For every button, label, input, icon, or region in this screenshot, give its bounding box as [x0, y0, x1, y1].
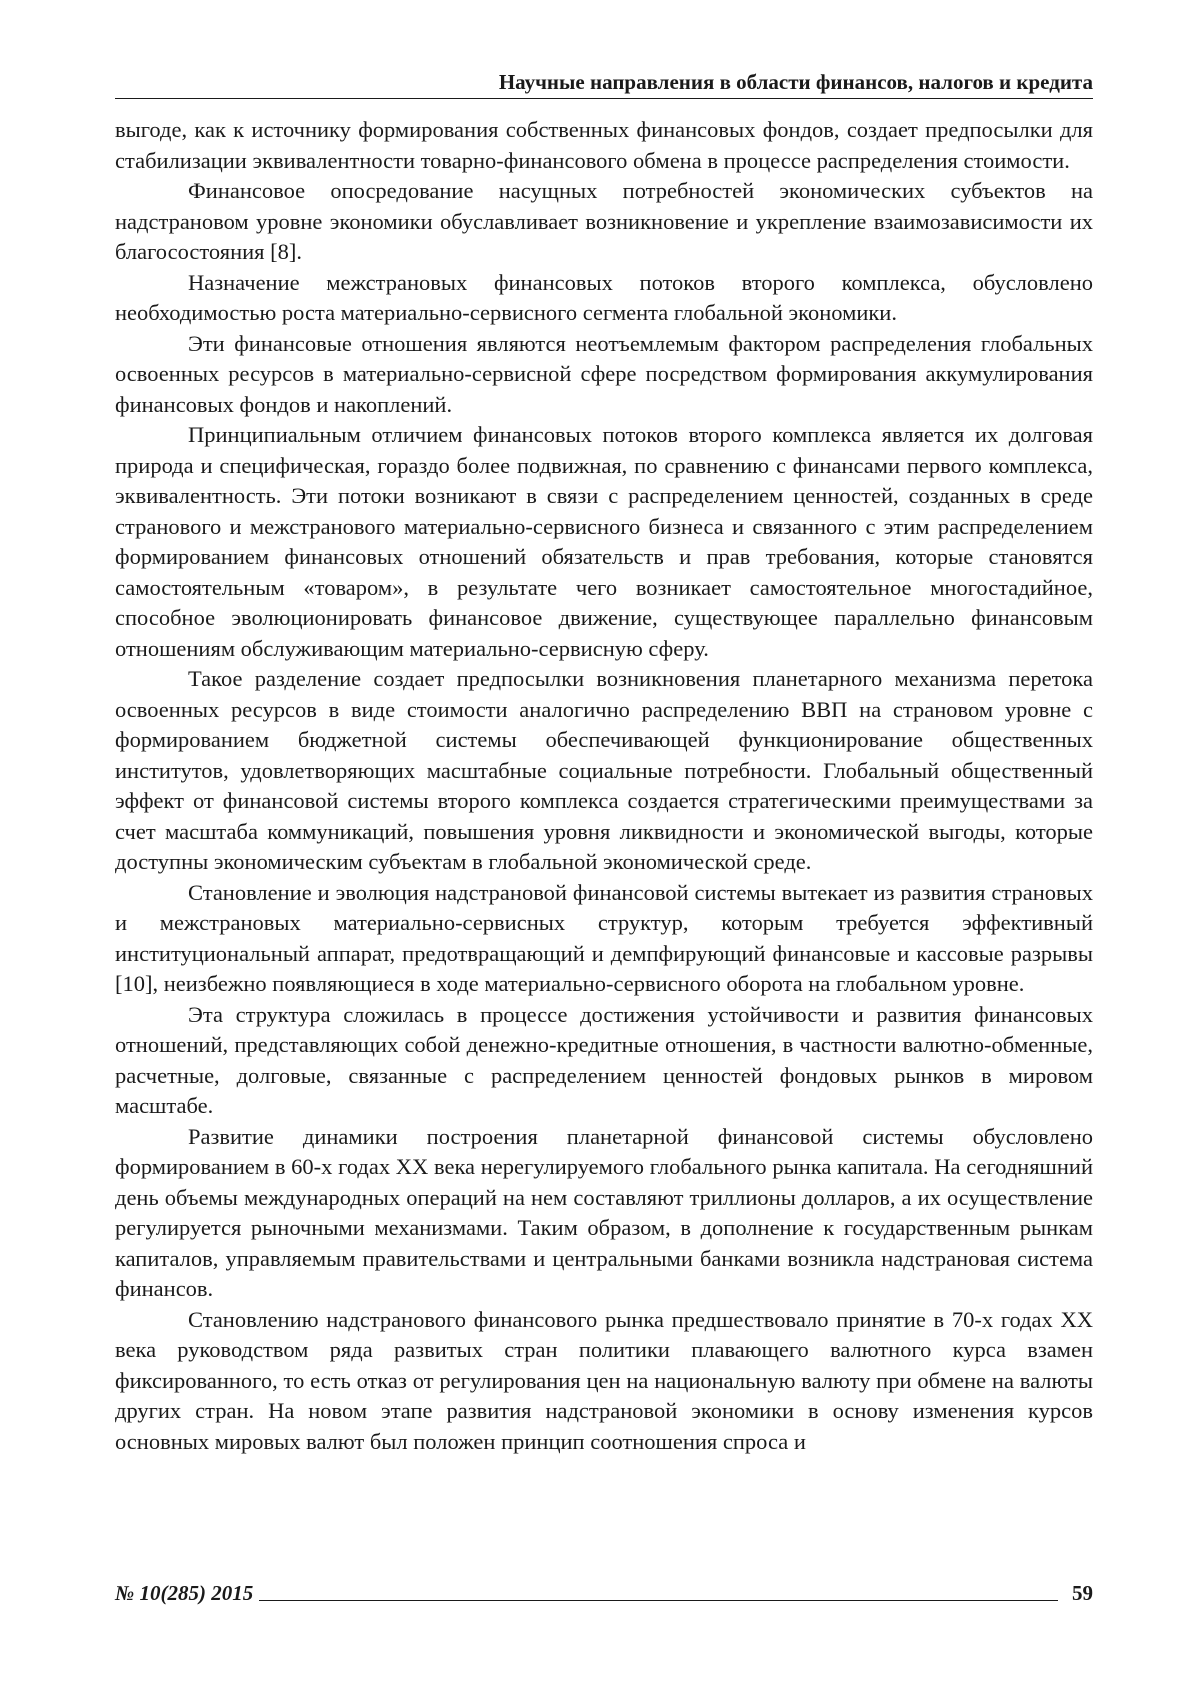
footer-divider — [259, 1600, 1058, 1601]
paragraph: выгоде, как к источнику формирования собственных финансовых фондов, создает предпосылки для стабилизации эквивалентности товарно-финансового обмена в процессе распределения стоимости. — [115, 115, 1093, 176]
paragraph: Назначение межстрановых финансовых потоков второго комплекса, обусловлено необходимостью роста материально-сервисного сегмента глобальной экономики. — [115, 268, 1093, 329]
paragraph: Финансовое опосредование насущных потребностей экономических субъектов на надстрановом уровне экономики обуславливает возникновение и укрепление взаимозависимости их благосостояния [8]. — [115, 176, 1093, 268]
paragraph: Эта структура сложилась в процессе достижения устойчивости и развития финансовых отношений, представляющих собой денежно-кредитные отношения, в частности валютно-обменные, расчетные, долговые, связанные с распределением ценностей фондовых рынков в мировом масштабе. — [115, 1000, 1093, 1122]
article-body — [115, 115, 1093, 1457]
page-number: 59 — [1072, 1581, 1093, 1606]
paragraph: Эти финансовые отношения являются неотъемлемым фактором распределения глобальных освоенных ресурсов в материально-сервисной сфере посредством формирования аккумулирования финансовых фондов и накоплений. — [115, 329, 1093, 421]
running-footer — [115, 1578, 1093, 1606]
journal-section-title: Научные направления в области финансов, налогов и кредита — [499, 70, 1093, 95]
paragraph: Становлению надстранового финансового рынка предшествовало принятие в 70-х годах XX века руководством ряда развитых стран политики плавающего валютного курса взамен фиксированного, то есть отказ от регулирования цен на национальную валюту при обмене на валюты других стран. На новом этапе развития надстрановой экономики в основу изменения курсов основных мировых валют был положен принцип соотношения спроса и — [115, 1305, 1093, 1458]
running-header — [115, 70, 1093, 99]
paragraph: Принципиальным отличием финансовых потоков второго комплекса является их долговая природа и специфическая, гораздо более подвижная, по сравнению с финансами первого комплекса, эквивалентность. Эти потоки возникают в связи с распределением ценностей, созданных в среде странового и межстранового материально-сервисного бизнеса и связанного с этим распределением формированием финансовых отношений обязательств и прав требования, которые становятся самостоятельным «товаром», в результате чего возникает самостоятельное многостадийное, способное эволюционировать финансовое движение, существующее параллельно финансовым отношениям обслуживающим материально-сервисную сферу. — [115, 420, 1093, 664]
paragraph: Такое разделение создает предпосылки возникновения планетарного механизма перетока освоенных ресурсов в виде стоимости аналогично распределению ВВП на страновом уровне с формированием бюджетной системы обеспечивающей функционирование общественных институтов, удовлетворяющих масштабные социальные потребности. Глобальный общественный эффект от финансовой системы второго комплекса создается стратегическими преимуществами за счет масштаба коммуникаций, повышения уровня ликвидности и экономической выгоды, которые доступны экономическим субъектам в глобальной экономической среде. — [115, 664, 1093, 878]
paragraph: Становление и эволюция надстрановой финансовой системы вытекает из развития страновых и межстрановых материально-сервисных структур, которым требуется эффективный институциональный аппарат, предотвращающий и демпфирующий финансовые и кассовые разрывы [10], неизбежно появляющиеся в ходе материально-сервисного оборота на глобальном уровне. — [115, 878, 1093, 1000]
issue-number: № 10(285) 2015 — [115, 1581, 253, 1606]
paragraph: Развитие динамики построения планетарной финансовой системы обусловлено формированием в 60-х годах XX века нерегулируемого глобального рынка капитала. На сегодняшний день объемы международных операций на нем составляют триллионы долларов, а их осуществление регулируется рыночными механизмами. Таким образом, в дополнение к государственным рынкам капиталов, управляемым правительствами и центральными банками возникла надстрановая система финансов. — [115, 1122, 1093, 1305]
